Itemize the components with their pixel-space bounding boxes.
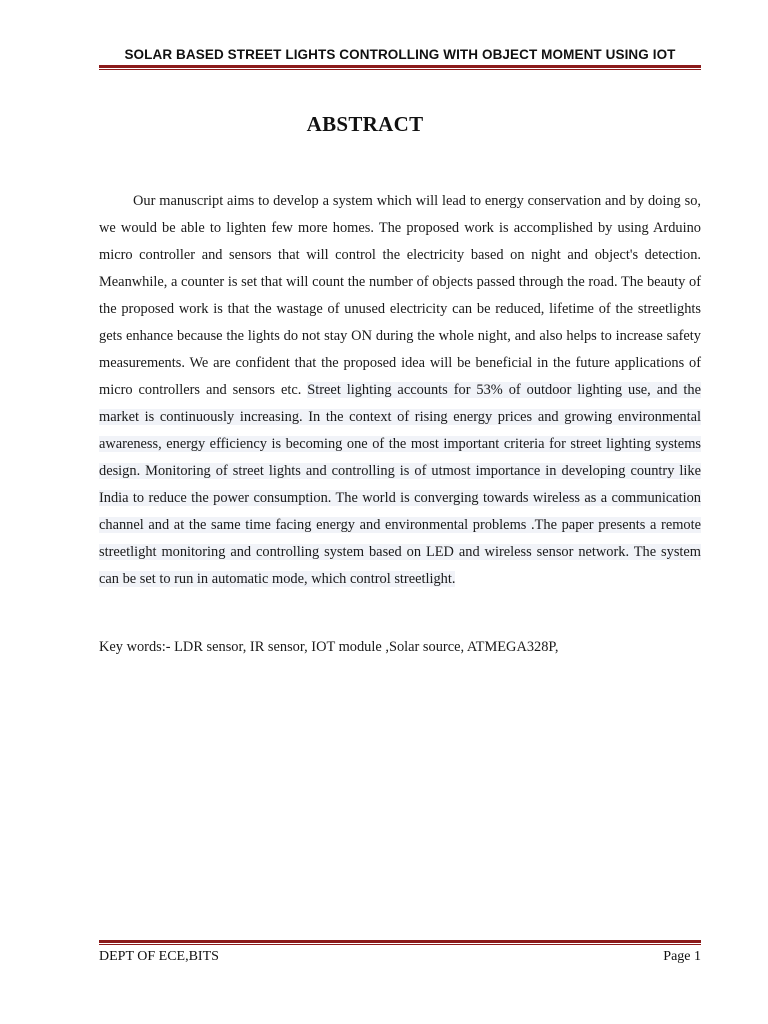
footer-department: DEPT OF ECE,BITS xyxy=(99,949,219,964)
page-number: Page 1 xyxy=(663,949,701,964)
keywords-line: Key words:- LDR sensor, IR sensor, IOT module ,Solar source, ATMEGA328P, xyxy=(99,639,559,655)
header-divider xyxy=(99,65,701,70)
abstract-paragraph xyxy=(99,188,701,593)
abstract-text-highlighted: Street lighting accounts for 53% of outdoor lighting use, and the market is continuously increasing. In the context of rising energy prices and growing environmental awareness, energy efficiency is becoming one of the most important criteria for street lighting systems design. Monitoring of street lights and controlling is of utmost importance in developing country like India to reduce the power consumption. The world is converging towards wireless as a communication channel and at the same time facing energy and environmental problems .The paper presents a remote streetlight monitoring and controlling system based on LED and wireless sensor network. The system can be set to run in automatic mode, which control streetlight. xyxy=(99,382,701,587)
footer-divider xyxy=(99,940,701,945)
running-header: SOLAR BASED STREET LIGHTS CONTROLLING WITH OBJECT MOMENT USING IOT xyxy=(124,47,676,62)
abstract-text: Our manuscript aims to develop a system which will lead to energy conservation and by doing so, we would be able to lighten few more homes. The proposed work is accomplished by using Arduino micro controller and sensors that will control the electricity based on night and object's detection. Meanwhile, a counter is set that will count the number of objects passed through the road. The beauty of the proposed work is that the wastage of unused electricity can be reduced, lifetime of the streetlights gets enhance because the lights do not stay ON during the whole night, and also helps to increase safety measurements. We are confident that the proposed idea will be beneficial in the future applications of micro controllers and sensors etc. xyxy=(99,193,701,398)
section-title: ABSTRACT xyxy=(306,112,424,136)
